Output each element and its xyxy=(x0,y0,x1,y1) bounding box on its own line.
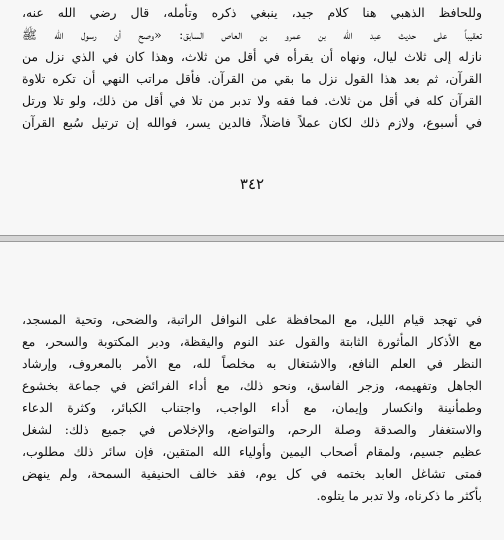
text-line: عظيم جسيم، ولمقام أصحاب اليمين وأولياء الله المتقين، فإن سائر ذلك مطلوب، xyxy=(22,444,482,459)
bottom-page-text xyxy=(22,309,482,507)
page-number: ٣٤٢ xyxy=(239,175,265,193)
text-line: في تهجد قيام الليل، مع المحافظة على النوافل الراتبة، والضحى، وتحية المسجد، xyxy=(22,312,482,327)
text-line: القرآن، ثم بعد هذا القول نزل ما بقي من القرآن. فأقل مراتب النهي أن تكره تلاوة xyxy=(22,71,482,86)
text-line: مع الأذكار المأثورة الثابتة والقول عند النوم واليقظة، ودبر المكتوبة والسحر، مع xyxy=(22,334,482,349)
text-line: تعقيباً على حديث عبد الله بن عمرو بن العاص السابق: «وصح أن رسول الله ﷺ xyxy=(22,27,482,42)
text-line: القرآن كله في أقل من ثلاث. فما فقه ولا تدبر من تلا في أقل من ذلك، ولو تلا ورتل xyxy=(22,93,482,108)
text-line: فمتى تشاغل العابد بختمه في كل يوم، فقد خالف الحنيفية السمحة، ولم ينهض xyxy=(22,466,482,481)
text-line: النظر في العلم النافع، والاشتغال به مخلصاً لله، مع الأمر بالمعروف، وإرشاد xyxy=(22,356,482,371)
bottom-page xyxy=(0,241,504,540)
text-line: والاستغفار والصدقة وصلة الرحم، والتواضع، والإخلاص في جميع ذلك: لشغل xyxy=(22,422,482,437)
text-line: وللحافظ الذهبي هنا كلام جيد، ينبغي ذكره وتأمله، قال رضي الله عنه، xyxy=(22,5,482,20)
text-line: نازله إلى ثلاث ليال، ونهاه أن يقرأه في أقل من ثلاث، وهذا كان في الذي نزل من xyxy=(22,49,482,64)
text-line: الجاهل وتفهيمه، وزجر الفاسق، ونحو ذلك، مع أداء الفرائض في جماعة بخشوع xyxy=(22,378,482,393)
top-page-text xyxy=(22,2,482,134)
text-line: في أسبوع، ولازم ذلك لكان عملاً فاضلاً، فالدين يسر، فوالله إن ترتيل سُبع القرآن xyxy=(22,115,482,130)
text-line: بأكثر ما ذكرناه، ولا تدبر ما يتلوه. xyxy=(316,488,482,503)
text-line: وطمأنينة وانكسار وإيمان، مع أداء الواجب، واجتناب الكبائر، وكثرة الدعاء xyxy=(22,400,482,415)
top-page xyxy=(0,0,504,236)
